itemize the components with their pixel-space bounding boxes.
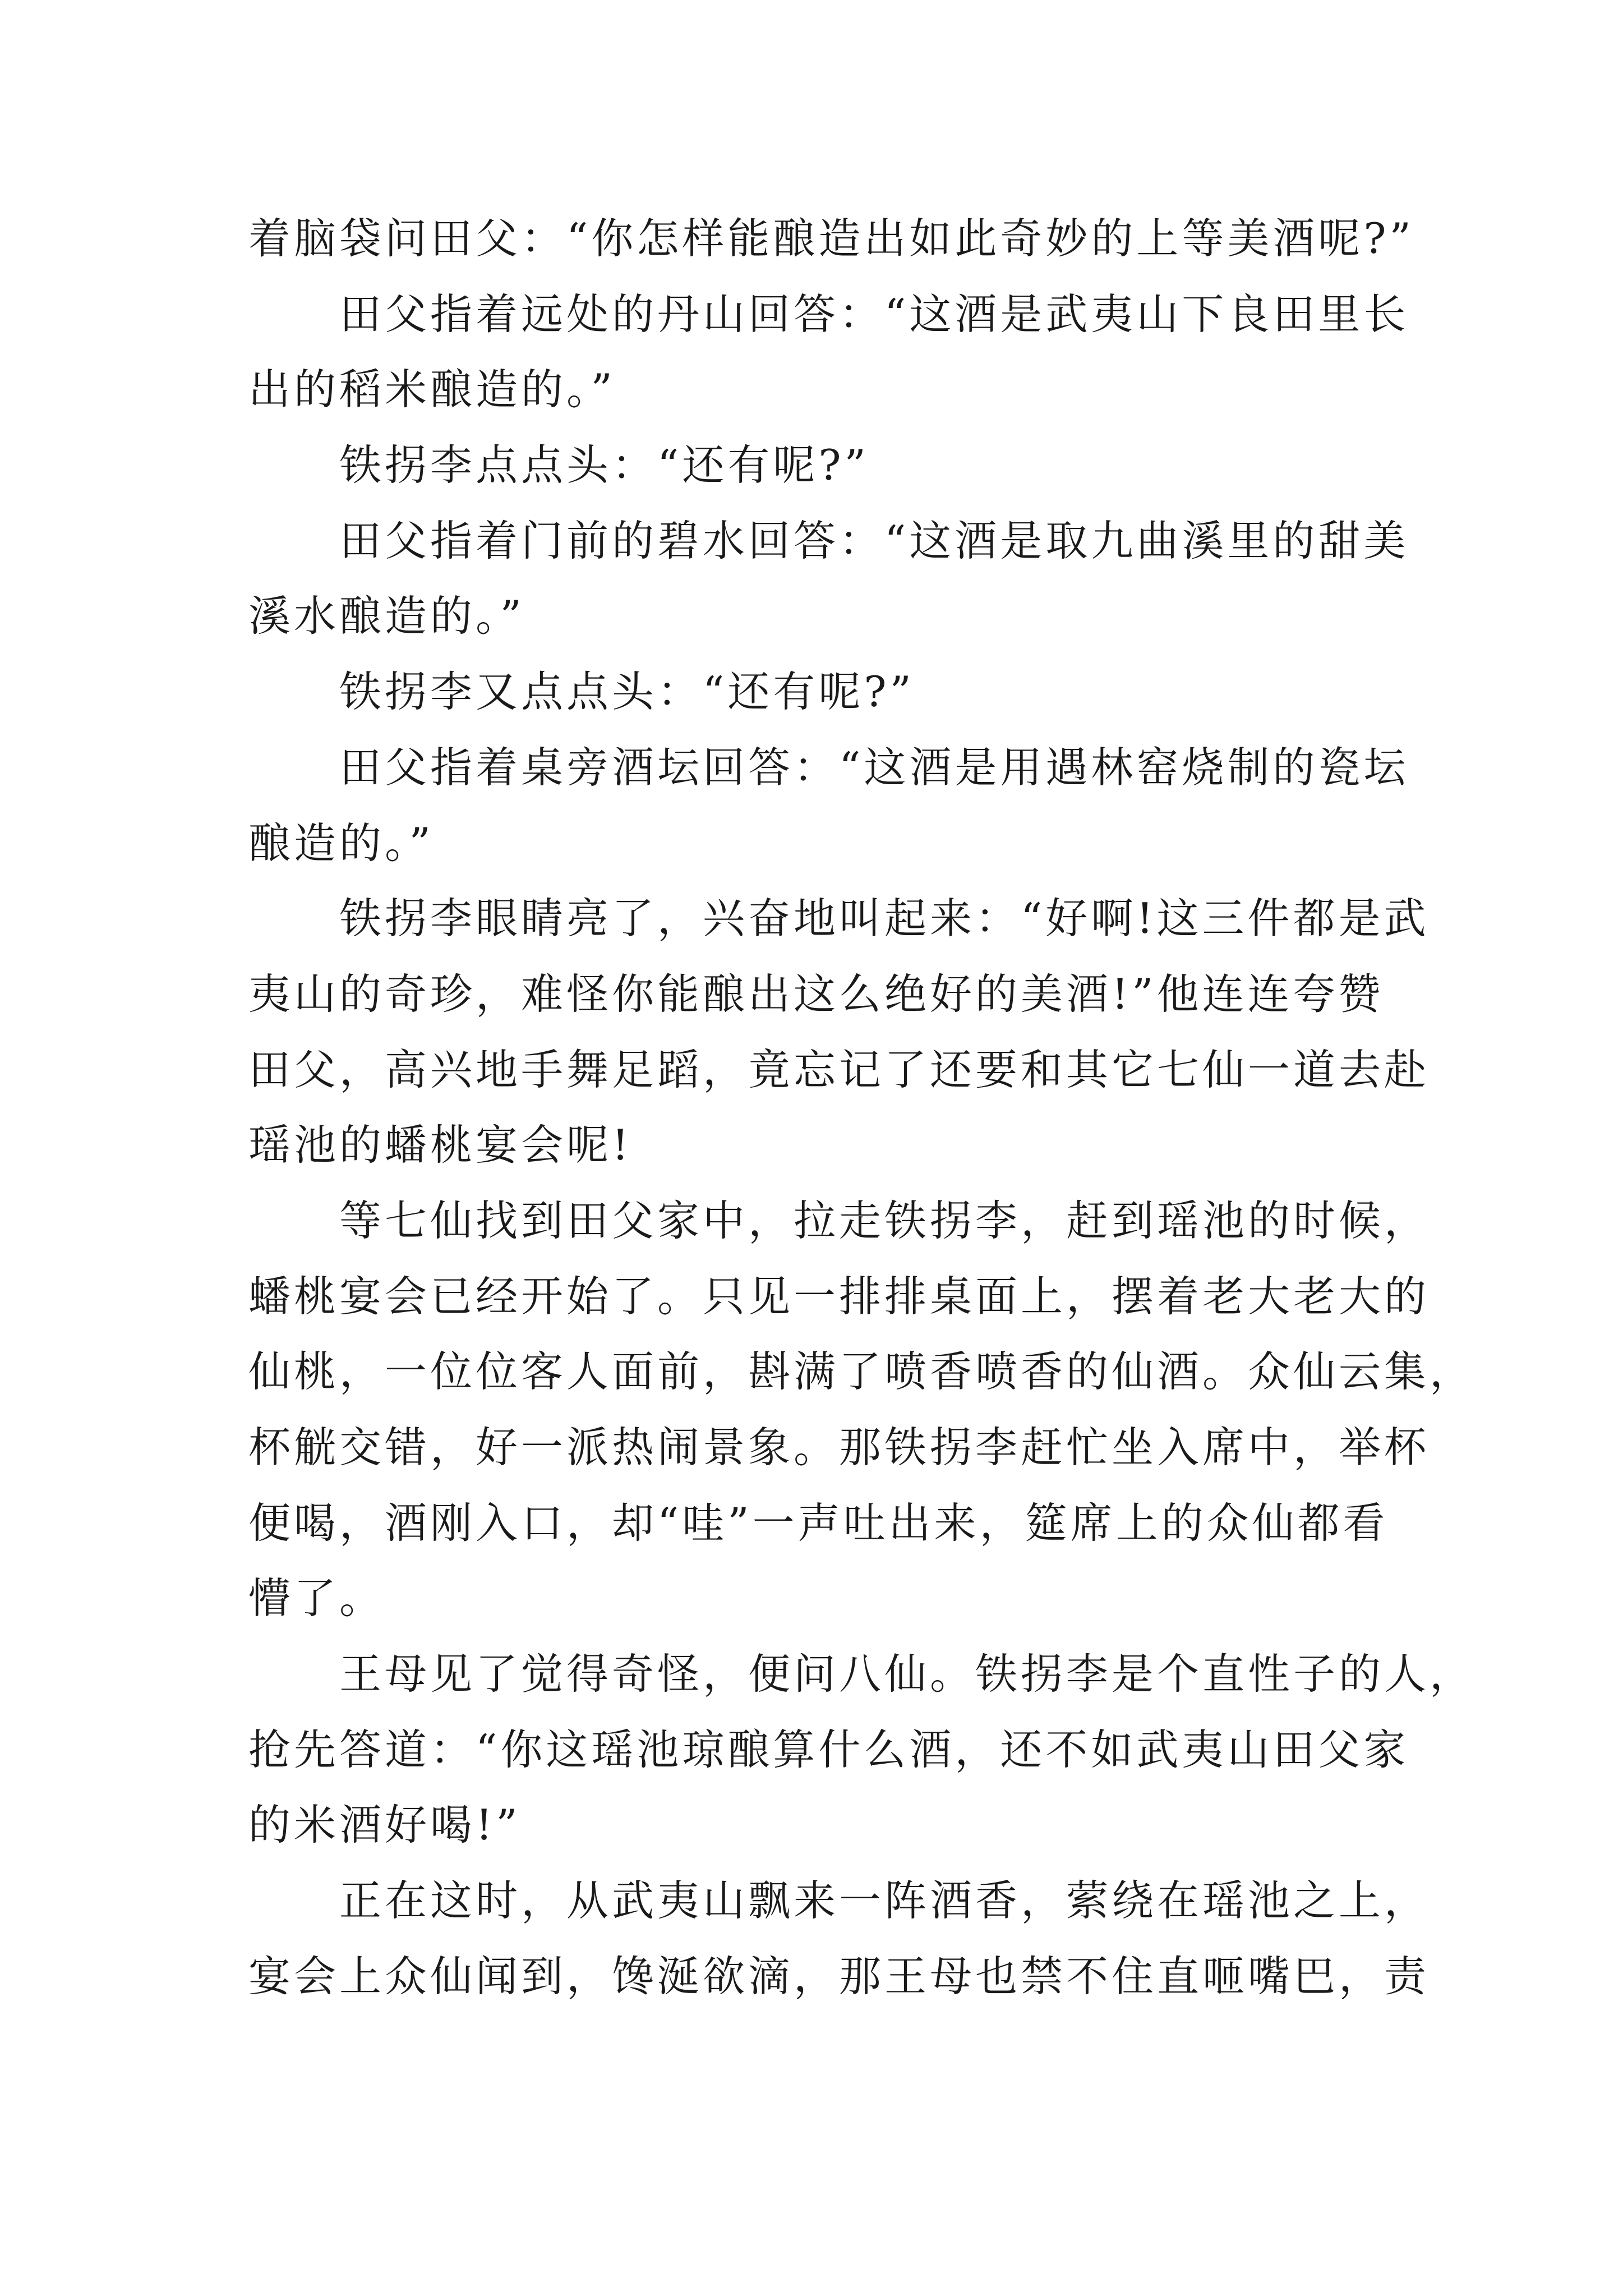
- text-line: 田父指着远处的丹山回答：“这酒是武夷山下良田里长: [339, 289, 1409, 339]
- text-line: 懵了。: [248, 1573, 385, 1623]
- text-line: 宴会上众仙闻到，馋涎欲滴，那王母也禁不住直咂嘴巴，责: [248, 1951, 1430, 2001]
- text-line: 王母见了觉得奇怪，便问八仙。铁拐李是个直性子的人，: [339, 1649, 1476, 1699]
- text-line: 出的稻米酿造的。”: [248, 365, 616, 415]
- text-line: 正在这时，从武夷山飘来一阵酒香，萦绕在瑶池之上，: [339, 1876, 1430, 1926]
- text-line: 等七仙找到田父家中，拉走铁拐李，赶到瑶池的时候，: [339, 1195, 1430, 1245]
- text-line: 铁拐李眼睛亮了，兴奋地叫起来：“好啊!这三件都是武: [339, 894, 1430, 944]
- text-line: 杯觥交错，好一派热闹景象。那铁拐李赶忙坐入席中，举杯: [248, 1423, 1430, 1472]
- text-line: 铁拐李点点头：“还有呢?”: [339, 440, 869, 490]
- text-line: 瑶池的蟠桃宴会呢!: [248, 1120, 633, 1170]
- text-line: 蟠桃宴会已经开始了。只见一排排桌面上，摆着老大老大的: [248, 1271, 1430, 1321]
- text-line: 酿造的。”: [248, 818, 434, 868]
- text-line: 夷山的奇珍，难怪你能酿出这么绝好的美酒!”他连连夸赞: [248, 969, 1384, 1019]
- text-line: 仙桃，一位位客人面前，斟满了喷香喷香的仙酒。众仙云集，: [248, 1347, 1476, 1397]
- text-line: 田父指着门前的碧水回答：“这酒是取九曲溪里的甜美: [339, 516, 1409, 565]
- text-line: 田父指着桌旁酒坛回答：“这酒是用遇林窑烧制的瓷坛: [339, 742, 1409, 792]
- text-line: 田父，高兴地手舞足蹈，竟忘记了还要和其它七仙一道去赴: [248, 1045, 1430, 1094]
- text-line: 的米酒好喝!”: [248, 1800, 521, 1850]
- text-line: 铁拐李又点点头：“还有呢?”: [339, 667, 915, 717]
- text-line: 便喝，酒刚入口，却“哇”一声吐出来，筵席上的众仙都看: [248, 1498, 1389, 1548]
- text-line: 溪水酿造的。”: [248, 591, 525, 641]
- text-body: [248, 201, 1476, 2014]
- text-line: 着脑袋问田父：“你怎样能酿造出如此奇妙的上等美酒呢?”: [248, 214, 1414, 263]
- text-line: 抢先答道：“你这瑶池琼酿算什么酒，还不如武夷山田父家: [248, 1724, 1409, 1774]
